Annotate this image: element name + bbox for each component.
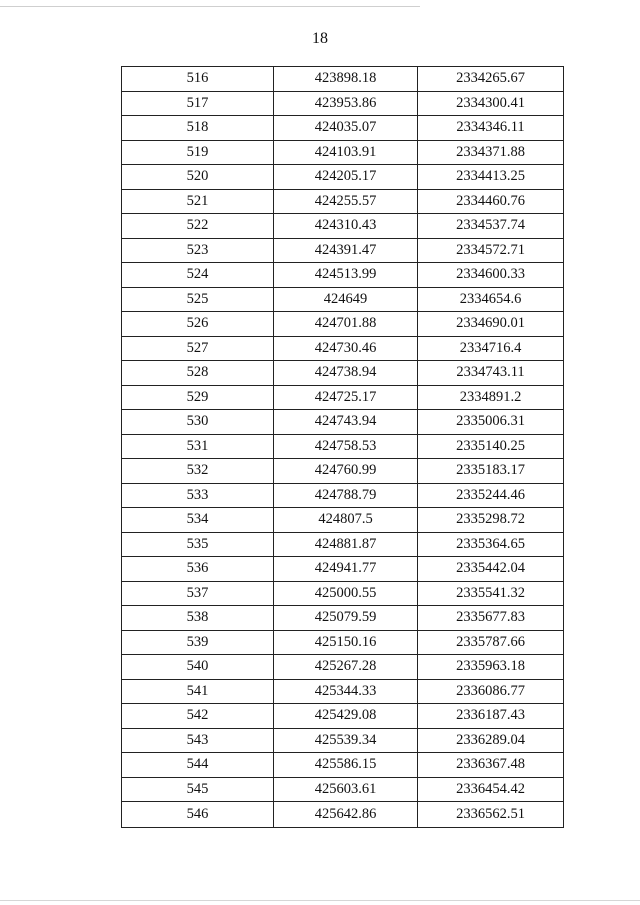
table-row — [122, 802, 564, 828]
table-row — [122, 679, 564, 704]
point-number-cell: 525 — [122, 287, 274, 312]
table-row — [122, 238, 564, 263]
point-number-cell: 521 — [122, 189, 274, 214]
x-coordinate-cell: 424941.77 — [274, 557, 418, 582]
point-number-cell: 535 — [122, 532, 274, 557]
table-row — [122, 312, 564, 337]
table-row — [122, 263, 564, 288]
y-coordinate-cell: 2335442.04 — [418, 557, 564, 582]
point-number-cell: 522 — [122, 214, 274, 239]
y-coordinate-cell: 2335244.46 — [418, 483, 564, 508]
table-row — [122, 189, 564, 214]
x-coordinate-cell: 425000.55 — [274, 581, 418, 606]
y-coordinate-cell: 2335140.25 — [418, 434, 564, 459]
x-coordinate-cell: 424649 — [274, 287, 418, 312]
point-number-cell: 527 — [122, 336, 274, 361]
y-coordinate-cell: 2336367.48 — [418, 753, 564, 778]
table-row — [122, 483, 564, 508]
point-number-cell: 519 — [122, 140, 274, 165]
scan-edge-line — [0, 6, 420, 7]
y-coordinate-cell: 2334300.41 — [418, 91, 564, 116]
table-row — [122, 581, 564, 606]
y-coordinate-cell: 2336086.77 — [418, 679, 564, 704]
table-row — [122, 140, 564, 165]
x-coordinate-cell: 424807.5 — [274, 508, 418, 533]
table-row — [122, 728, 564, 753]
point-number-cell: 537 — [122, 581, 274, 606]
y-coordinate-cell: 2336454.42 — [418, 777, 564, 802]
x-coordinate-cell: 425642.86 — [274, 802, 418, 828]
table-row — [122, 557, 564, 582]
x-coordinate-cell: 423898.18 — [274, 67, 418, 92]
point-number-cell: 531 — [122, 434, 274, 459]
y-coordinate-cell: 2336562.51 — [418, 802, 564, 828]
x-coordinate-cell: 424701.88 — [274, 312, 418, 337]
x-coordinate-cell: 425344.33 — [274, 679, 418, 704]
y-coordinate-cell: 2335298.72 — [418, 508, 564, 533]
y-coordinate-cell: 2334600.33 — [418, 263, 564, 288]
y-coordinate-cell: 2335541.32 — [418, 581, 564, 606]
point-number-cell: 540 — [122, 655, 274, 680]
y-coordinate-cell: 2335006.31 — [418, 410, 564, 435]
y-coordinate-cell: 2334371.88 — [418, 140, 564, 165]
y-coordinate-cell: 2334460.76 — [418, 189, 564, 214]
page-number: 18 — [312, 30, 328, 47]
x-coordinate-cell: 424205.17 — [274, 165, 418, 190]
x-coordinate-cell: 424760.99 — [274, 459, 418, 484]
point-number-cell: 539 — [122, 630, 274, 655]
table-row — [122, 410, 564, 435]
table-row — [122, 630, 564, 655]
table-row — [122, 67, 564, 92]
coordinates-table-body — [122, 67, 564, 828]
point-number-cell: 524 — [122, 263, 274, 288]
x-coordinate-cell: 424255.57 — [274, 189, 418, 214]
table-row — [122, 532, 564, 557]
point-number-cell: 536 — [122, 557, 274, 582]
y-coordinate-cell: 2334346.11 — [418, 116, 564, 141]
point-number-cell: 534 — [122, 508, 274, 533]
table-row — [122, 91, 564, 116]
point-number-cell: 517 — [122, 91, 274, 116]
x-coordinate-cell: 425150.16 — [274, 630, 418, 655]
x-coordinate-cell: 425429.08 — [274, 704, 418, 729]
table-row — [122, 287, 564, 312]
table-row — [122, 704, 564, 729]
point-number-cell: 516 — [122, 67, 274, 92]
point-number-cell: 526 — [122, 312, 274, 337]
table-row — [122, 385, 564, 410]
point-number-cell: 533 — [122, 483, 274, 508]
y-coordinate-cell: 2336289.04 — [418, 728, 564, 753]
x-coordinate-cell: 425586.15 — [274, 753, 418, 778]
y-coordinate-cell: 2336187.43 — [418, 704, 564, 729]
table-row — [122, 655, 564, 680]
point-number-cell: 530 — [122, 410, 274, 435]
table-row — [122, 434, 564, 459]
x-coordinate-cell: 424103.91 — [274, 140, 418, 165]
point-number-cell: 542 — [122, 704, 274, 729]
table-row — [122, 214, 564, 239]
x-coordinate-cell: 423953.86 — [274, 91, 418, 116]
y-coordinate-cell: 2335364.65 — [418, 532, 564, 557]
x-coordinate-cell: 424881.87 — [274, 532, 418, 557]
point-number-cell: 518 — [122, 116, 274, 141]
point-number-cell: 541 — [122, 679, 274, 704]
point-number-cell: 523 — [122, 238, 274, 263]
table-row — [122, 361, 564, 386]
x-coordinate-cell: 424725.17 — [274, 385, 418, 410]
point-number-cell: 546 — [122, 802, 274, 828]
table-row — [122, 606, 564, 631]
point-number-cell: 538 — [122, 606, 274, 631]
point-number-cell: 532 — [122, 459, 274, 484]
y-coordinate-cell: 2334413.25 — [418, 165, 564, 190]
y-coordinate-cell: 2334537.74 — [418, 214, 564, 239]
scan-edge-line — [0, 900, 640, 901]
y-coordinate-cell: 2335183.17 — [418, 459, 564, 484]
x-coordinate-cell: 424513.99 — [274, 263, 418, 288]
point-number-cell: 528 — [122, 361, 274, 386]
table-row — [122, 753, 564, 778]
point-number-cell: 543 — [122, 728, 274, 753]
x-coordinate-cell: 424730.46 — [274, 336, 418, 361]
y-coordinate-cell: 2334572.71 — [418, 238, 564, 263]
y-coordinate-cell: 2335677.83 — [418, 606, 564, 631]
x-coordinate-cell: 425267.28 — [274, 655, 418, 680]
x-coordinate-cell: 424035.07 — [274, 116, 418, 141]
y-coordinate-cell: 2334716.4 — [418, 336, 564, 361]
x-coordinate-cell: 425603.61 — [274, 777, 418, 802]
table-row — [122, 459, 564, 484]
table-row — [122, 508, 564, 533]
y-coordinate-cell: 2335787.66 — [418, 630, 564, 655]
y-coordinate-cell: 2334891.2 — [418, 385, 564, 410]
x-coordinate-cell: 424738.94 — [274, 361, 418, 386]
y-coordinate-cell: 2335963.18 — [418, 655, 564, 680]
x-coordinate-cell: 425079.59 — [274, 606, 418, 631]
x-coordinate-cell: 424310.43 — [274, 214, 418, 239]
x-coordinate-cell: 424788.79 — [274, 483, 418, 508]
x-coordinate-cell: 424391.47 — [274, 238, 418, 263]
x-coordinate-cell: 424758.53 — [274, 434, 418, 459]
table-row — [122, 336, 564, 361]
y-coordinate-cell: 2334265.67 — [418, 67, 564, 92]
x-coordinate-cell: 425539.34 — [274, 728, 418, 753]
y-coordinate-cell: 2334654.6 — [418, 287, 564, 312]
table-row — [122, 116, 564, 141]
coordinates-table — [121, 66, 564, 828]
y-coordinate-cell: 2334690.01 — [418, 312, 564, 337]
table-row — [122, 165, 564, 190]
point-number-cell: 545 — [122, 777, 274, 802]
y-coordinate-cell: 2334743.11 — [418, 361, 564, 386]
x-coordinate-cell: 424743.94 — [274, 410, 418, 435]
point-number-cell: 544 — [122, 753, 274, 778]
table-row — [122, 777, 564, 802]
point-number-cell: 520 — [122, 165, 274, 190]
point-number-cell: 529 — [122, 385, 274, 410]
